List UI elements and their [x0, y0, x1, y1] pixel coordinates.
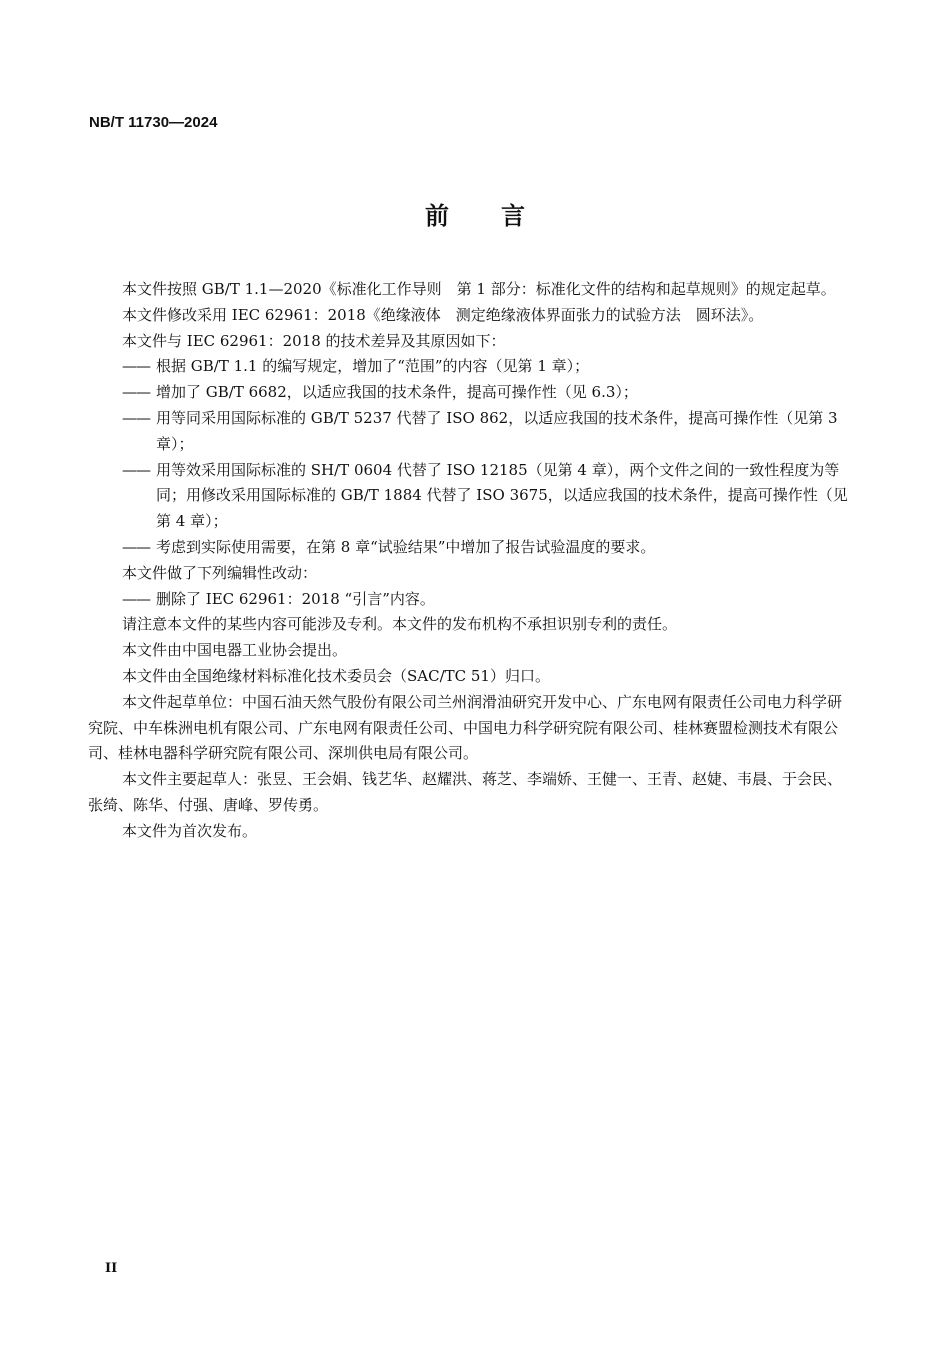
page-title	[0, 196, 950, 231]
title-char-1: 前	[425, 202, 449, 230]
page-number: II	[105, 1261, 118, 1276]
paragraph-proposed-by: 本文件由中国电器工业协会提出。	[122, 641, 348, 660]
title-char-2: 言	[501, 202, 525, 230]
list-item: —— 删除了 IEC 62961：2018 “引言”内容。	[88, 587, 848, 613]
paragraph-adoption: 本文件修改采用 IEC 62961：2018《绝缘液体 测定绝缘液体界面张力的试验方法 圆环法》。	[122, 305, 764, 324]
list-item: —— 考虑到实际使用需要，在第 8 章“试验结果”中增加了报告试验温度的要求。	[88, 535, 848, 561]
list-item: —— 增加了 GB/T 6682，以适应我国的技术条件，提高可操作性（见 6.3）；	[88, 380, 848, 406]
document-code: NB/T 11730—2024	[89, 114, 218, 131]
paragraph-drafters: 本文件主要起草人：张昱、王会娟、钱艺华、赵耀洪、蒋芝、李端娇、王健一、王青、赵婕、韦晨、于会民、张绮、陈华、付强、唐峰、罗传勇。	[88, 770, 843, 814]
list-item: —— 根据 GB/T 1.1 的编写规定，增加了“范围”的内容（见第 1 章）；	[88, 354, 848, 380]
list-item: —— 用等效采用国际标准的 SH/T 0604 代替了 ISO 12185（见第 4 章），两个文件之间的一致性程度为等同；用修改采用国际标准的 GB/T 1884 代替了 ISO 3675，以适应我国的技术条件，提高可操作性（见第 4 章）；	[88, 458, 848, 535]
paragraph-differences-intro: 本文件与 IEC 62961：2018 的技术差异及其原因如下：	[122, 331, 506, 350]
foreword-body	[88, 277, 848, 845]
paragraph-under-jurisdiction: 本文件由全国绝缘材料标准化技术委员会（SAC/TC 51）归口。	[122, 666, 550, 685]
list-item: —— 用等同采用国际标准的 GB/T 5237 代替了 ISO 862，以适应我国的技术条件，提高可操作性（见第 3 章）；	[88, 406, 848, 458]
paragraph-editorial-intro: 本文件做了下列编辑性改动：	[122, 563, 318, 582]
paragraph-drafting-organizations: 本文件起草单位：中国石油天然气股份有限公司兰州润滑油研究开发中心、广东电网有限责任公司电力科学研究院、中车株洲电机有限公司、广东电网有限责任公司、中国电力科学研究院有限公司、桂林赛盟检测技术有限公司、桂林电器科学研究院有限公司、深圳供电局有限公司。	[88, 692, 843, 763]
paragraph-first-publication: 本文件为首次发布。	[122, 821, 258, 840]
paragraph-drafting-rules: 本文件按照 GB/T 1.1—2020《标准化工作导则 第 1 部分：标准化文件的结构和起草规则》的规定起草。	[122, 280, 836, 298]
paragraph-patent-notice: 请注意本文件的某些内容可能涉及专利。本文件的发布机构不承担识别专利的责任。	[122, 615, 678, 634]
